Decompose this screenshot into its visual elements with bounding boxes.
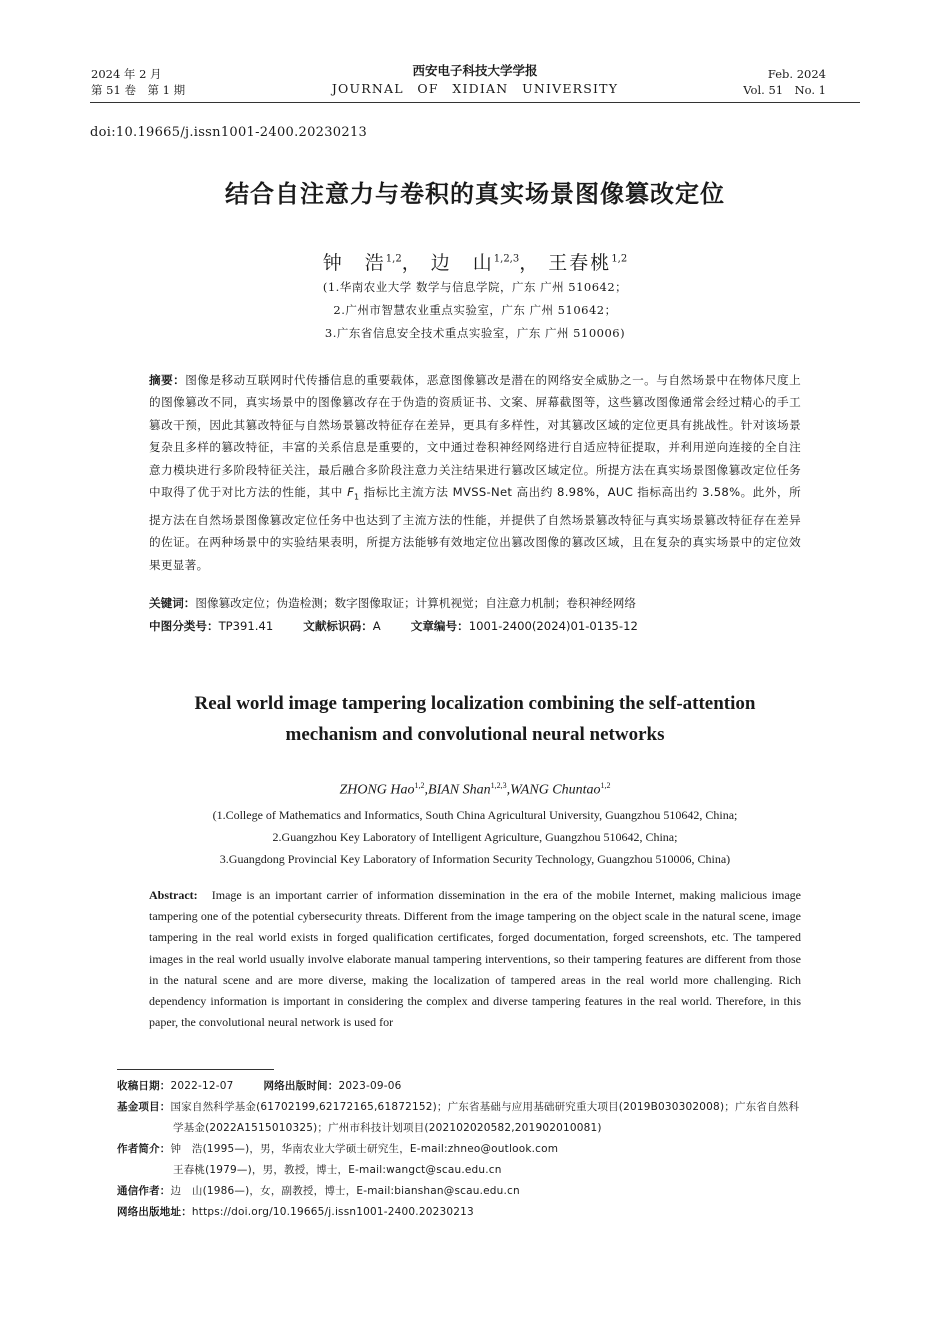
footnote-url bbox=[117, 1202, 877, 1223]
author-1: 钟 浩 bbox=[322, 252, 386, 274]
affiliation-cn-1: (1.华南农业大学 数学与信息学院，广东 广州 510642； bbox=[322, 280, 628, 294]
received-date: 2022-12-07 bbox=[170, 1080, 234, 1092]
keywords-cn bbox=[149, 595, 801, 611]
abstract-cn bbox=[149, 369, 801, 576]
author-sep-2: ， bbox=[519, 252, 541, 274]
doc-code-label: 文献标识码： bbox=[303, 619, 373, 633]
affiliation-en-2: 2.Guangzhou Key Laboratory of Intelligent Agriculture, Guangzhou 510642, China; bbox=[272, 830, 678, 844]
received-label: 收稿日期： bbox=[117, 1080, 171, 1092]
title-en-line-1: Real world image tampering localization combining the self-attention bbox=[194, 693, 756, 714]
header-date-en: Feb. 2024 bbox=[767, 67, 826, 81]
keywords-cn-label: 关键词： bbox=[149, 596, 196, 610]
author-en-3: ,WANG Chuntao bbox=[506, 782, 601, 798]
footnote-dates bbox=[117, 1076, 877, 1097]
header-rule bbox=[90, 102, 860, 103]
footnote-author bbox=[117, 1139, 877, 1160]
journal-name-en: JOURNAL OF XIDIAN UNIVERSITY bbox=[331, 81, 619, 96]
abstract-en-label: Abstract: bbox=[149, 888, 198, 902]
header-date-cn: 2024 年 2 月 bbox=[91, 67, 162, 81]
clc-value: TP391.41 bbox=[218, 619, 274, 633]
author-3-aff: 1,2 bbox=[611, 253, 628, 265]
footnotes bbox=[117, 1076, 877, 1223]
author-en-2-aff: 1,2,3 bbox=[490, 781, 507, 790]
title-en-line-2: mechanism and convolutional neural networks bbox=[285, 724, 665, 745]
affiliation-cn-2: 2.广州市智慧农业重点实验室，广东 广州 510642； bbox=[333, 303, 617, 317]
author-en-1-aff: 1,2 bbox=[414, 781, 425, 790]
author-2-aff: 1,2,3 bbox=[493, 253, 520, 265]
abstract-en bbox=[149, 885, 801, 1033]
author-bio-1: 钟 浩(1995—)，男，华南农业大学硕士研究生，E-mail:zhneo@outlook.com bbox=[170, 1143, 559, 1155]
abstract-cn-text-1: 图像是移动互联网时代传播信息的重要载体，恶意图像篡改是潜在的网络安全威胁之一。与自然场景中在物体尺度上的图像篡改不同，真实场景中的图像篡改存在于伪造的资质证书、文案、屏幕截图等，这些篡改图像通常会经过精心的手工篡改干预，因此其篡改特征与自然场景篡改特征存在差异，更具有多样性，对其篡改区域的定位更具有挑战性。针对该场景复杂且多样的篡改特征，丰富的关系信息是重要的，文中通过卷积神经网络进行自适应特征提取，并利用逆向连接的全自注意力模块进行多阶段特征关注，最后融合多阶段注意力关注结果进行篡改区域定位。所提方法在真实场景图像篡改定位任务中取得了优于对比方法的性能，其中 bbox=[149, 373, 801, 500]
clc-label: 中图分类号： bbox=[149, 619, 219, 633]
header-right bbox=[743, 66, 826, 98]
article-number-label: 文章编号： bbox=[410, 619, 469, 633]
author-1-aff: 1,2 bbox=[385, 253, 402, 265]
online-date: 2023-09-06 bbox=[338, 1080, 402, 1092]
author-en-3-aff: 1,2 bbox=[600, 781, 611, 790]
corresponding-author: 边 山(1986—)，女，副教授，博士，E-mail:bianshan@scau.edu.cn bbox=[170, 1185, 520, 1197]
fund-line-2: 学基金(2022A1515010325)；广州市科技计划项目(202102020582,201902010081) bbox=[173, 1122, 602, 1134]
author-en-1: ZHONG Hao bbox=[339, 782, 415, 798]
doi: doi:10.19665/j.issn1001-2400.20230213 bbox=[90, 125, 368, 140]
online-url: https://doi.org/10.19665/j.issn1001-2400.20230213 bbox=[191, 1206, 474, 1218]
keywords-cn-text: 图像篡改定位；伪造检测；数字图像取证；计算机视觉；自注意力机制；卷积神经网络 bbox=[195, 596, 636, 610]
footnote-fund bbox=[117, 1097, 877, 1118]
fund-line-1: 国家自然科学基金(61702199,62172165,61872152)；广东省基础与应用基础研究重大项目(2019B030302008)；广东省自然科 bbox=[170, 1101, 800, 1113]
author-2: 边 山 bbox=[430, 252, 494, 274]
classification-line bbox=[149, 618, 801, 634]
authors-en bbox=[0, 781, 950, 799]
journal-name-cn: 西安电子科技大学学报 bbox=[412, 63, 538, 78]
abstract-en-text: Image is an important carrier of information dissemination in the era of the mobile Internet, making malicious image tampering one of the potential cybersecurity threats. Different from the image tampering on the object scale in the natural scene, image tampering in the real world exists in forged qualification certificates, forged documentation, forged screenshots, etc. The tampered images in the real world usually involve elaborate manual tampering interventions, so their tampering features are different from those in the natural scene and are more diverse, making the localization of tampered areas in the real world more challenging. Rich dependency information is important in considering the complex and diverse tampering features in the real world. Therefore, in this paper, the convolutional neural network is used for bbox=[149, 888, 801, 1030]
abstract-cn-label: 摘要： bbox=[149, 373, 186, 387]
author-3: 王春桃 bbox=[548, 252, 612, 274]
header-volume-en: Vol. 51 No. 1 bbox=[743, 83, 826, 97]
affiliation-en-3: 3.Guangdong Provincial Key Laboratory of Information Security Technology, Guangzhou 510006, China) bbox=[219, 852, 731, 866]
authors-cn bbox=[0, 248, 950, 275]
author-sep-1: ， bbox=[401, 252, 423, 274]
title-cn: 结合自注意力与卷积的真实场景图像篡改定位 bbox=[225, 180, 725, 208]
article-number-value: 1001-2400(2024)01-0135-12 bbox=[468, 619, 638, 633]
header-volume-cn: 第 51 卷 第 1 期 bbox=[91, 83, 186, 97]
f1-symbol: F bbox=[347, 485, 355, 500]
f1-subscript: 1 bbox=[354, 492, 360, 502]
affiliation-en-1: (1.College of Mathematics and Informatics, South China Agricultural University, Guangzhou 510642, China; bbox=[212, 808, 738, 822]
online-label: 网络出版时间： bbox=[263, 1080, 339, 1092]
fund-label: 基金项目： bbox=[117, 1101, 171, 1113]
doc-code-value: A bbox=[372, 619, 381, 633]
title-en bbox=[0, 688, 950, 750]
footnote-corresponding bbox=[117, 1181, 877, 1202]
abstract-cn-text-2: 指标比主流方法 MVSS-Net 高出约 8.98%，AUC 指标高出约 3.58%。此外，所提方法在自然场景图像篡改定位任务中也达到了主流方法的性能，并提供了自然场景篡改特征与真实场景篡改特征存在差异的佐证。在两种场景中的实验结果表明，所提方法能够有效地定位出篡改图像的篡改区域，且在复杂的真实场景中的定位效果更显著。 bbox=[149, 485, 802, 572]
corresponding-label: 通信作者： bbox=[117, 1185, 171, 1197]
online-url-label: 网络出版地址： bbox=[117, 1206, 192, 1218]
author-en-2: ,BIAN Shan bbox=[424, 782, 491, 798]
author-bio-2: 王春桃(1979—)，男，教授，博士，E-mail:wangct@scau.edu.cn bbox=[173, 1164, 502, 1176]
footnote-rule bbox=[117, 1069, 274, 1070]
affiliation-cn-3: 3.广东省信息安全技术重点实验室，广东 广州 510006) bbox=[324, 326, 626, 340]
author-bio-label: 作者简介： bbox=[117, 1143, 171, 1155]
